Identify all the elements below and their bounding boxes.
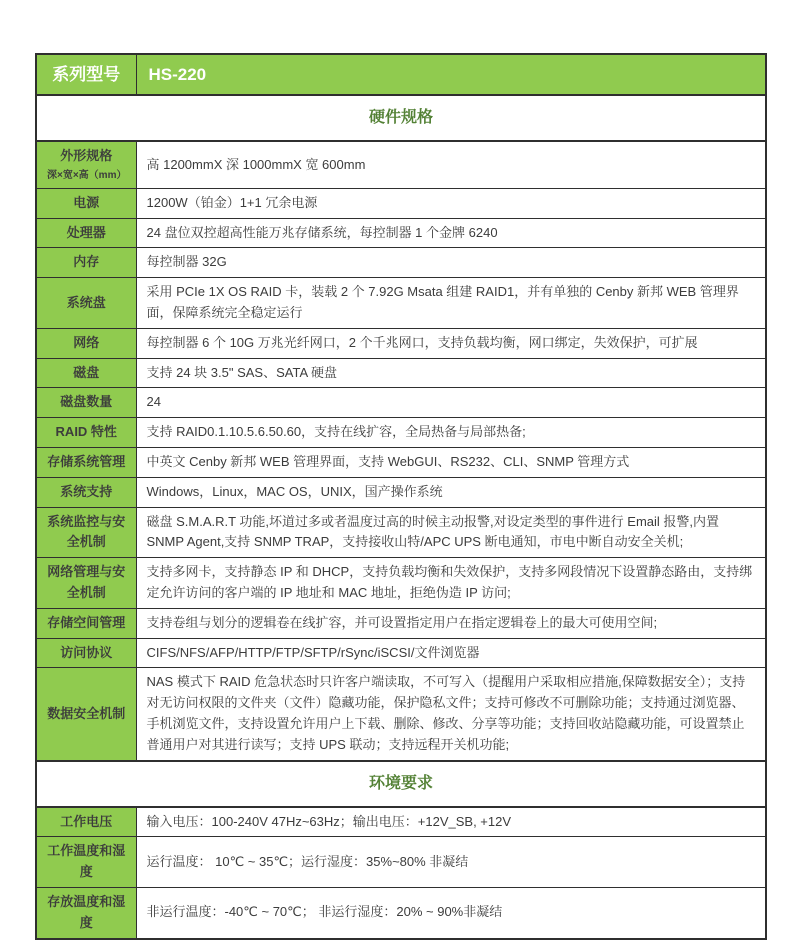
spec-value-cell: 支持 RAID0.1.10.5.6.50.60，支持在线扩容，全局热备与局部热备; <box>136 418 766 448</box>
spec-value-cell: 每控制器 6 个 10G 万兆光纤网口，2 个千兆网口，支持负载均衡，网口绑定，失效保护，可扩展 <box>136 328 766 358</box>
spec-label-cell <box>36 638 136 668</box>
spec-label-cell <box>36 558 136 609</box>
spec-row <box>36 278 766 329</box>
spec-value-cell: 支持多网卡，支持静态 IP 和 DHCP，支持负载均衡和失效保护，支持多网段情况下设置静态路由，支持绑定允许访问的客户端的 IP 地址和 MAC 地址，拒绝伪造 IP 访问; <box>136 558 766 609</box>
spec-row <box>36 837 766 888</box>
spec-value-cell: 支持卷组与划分的逻辑卷在线扩容，并可设置指定用户在指定逻辑卷上的最大可使用空间; <box>136 608 766 638</box>
spec-value-cell: 运行温度： 10℃ ~ 35℃；运行湿度：35%~80% 非凝结 <box>136 837 766 888</box>
spec-label-cell <box>36 477 136 507</box>
spec-value-cell: 24 <box>136 388 766 418</box>
spec-row <box>36 887 766 938</box>
spec-label-text: RAID 特性 <box>55 424 117 440</box>
section-title-row <box>36 95 766 141</box>
spec-label-cell <box>36 278 136 329</box>
spec-label-cell <box>36 248 136 278</box>
spec-value-cell: 1200W（铂金）1+1 冗余电源 <box>136 188 766 218</box>
spec-label-text: 电源 <box>73 194 100 210</box>
spec-label-cell <box>36 668 136 761</box>
spec-row <box>36 507 766 558</box>
spec-value-cell: 采用 PCIe 1X OS RAID 卡，装载 2 个 7.92G Msata 组建 RAID1，并有单独的 Cenby 新邦 WEB 管理界面，保障系统完全稳定运行 <box>136 278 766 329</box>
spec-row <box>36 447 766 477</box>
spec-row <box>36 188 766 218</box>
spec-table <box>35 53 767 940</box>
spec-label-cell <box>36 837 136 888</box>
section-title: 硬件规格 <box>36 95 766 141</box>
spec-value-cell: Windows，Linux，MAC OS，UNIX，国产操作系统 <box>136 477 766 507</box>
series-value-cell: HS-220 <box>136 54 766 95</box>
spec-label-text: 数据安全机制 <box>47 705 126 721</box>
spec-label-text: 工作温度和湿度 <box>47 843 126 880</box>
spec-row <box>36 418 766 448</box>
spec-value-cell: 每控制器 32G <box>136 248 766 278</box>
spec-label-text: 访问协议 <box>60 644 113 660</box>
spec-label-cell <box>36 608 136 638</box>
spec-label-text: 系统监控与安全机制 <box>47 513 126 550</box>
spec-label-text: 处理器 <box>66 224 106 240</box>
spec-row <box>36 807 766 837</box>
spec-label-text: 工作电压 <box>60 813 113 829</box>
spec-row <box>36 668 766 761</box>
spec-label-text: 存储系统管理 <box>47 453 126 469</box>
spec-row <box>36 477 766 507</box>
spec-label-text: 网络管理与安全机制 <box>47 564 126 600</box>
spec-label-cell <box>36 358 136 388</box>
spec-value-cell: CIFS/NFS/AFP/HTTP/FTP/SFTP/rSync/iSCSI/文件浏览器 <box>136 638 766 668</box>
spec-row <box>36 248 766 278</box>
spec-label-text: 网络 <box>73 334 100 350</box>
spec-label-text: 磁盘数量 <box>60 394 113 410</box>
spec-row <box>36 328 766 358</box>
spec-label-cell <box>36 141 136 188</box>
spec-label-text: 存放温度和湿度 <box>47 893 126 930</box>
series-header-row <box>36 54 766 95</box>
spec-label-cell <box>36 218 136 248</box>
spec-label-cell <box>36 447 136 477</box>
spec-label-text: 系统盘 <box>66 294 106 310</box>
spec-value-cell: 中英文 Cenby 新邦 WEB 管理界面，支持 WebGUI、RS232、CLI、SNMP 管理方式 <box>136 447 766 477</box>
spec-label-cell <box>36 188 136 218</box>
spec-value-cell: NAS 模式下 RAID 危急状态时只许客户端读取，不可写入（提醒用户采取相应措施,保障数据安全）；支持对无访问权限的文件夹（文件）隐藏功能，保护隐私文件；支持可修改不可删除功能；支持通过浏览器、手机浏览文件，支持设置允许用户上下载、删除、修改、分享等功能；支持回收站隐藏功能，可设置禁止普通用户对其进行读写；支持 UPS 联动；支持远程开关机功能; <box>136 668 766 761</box>
spec-label-cell <box>36 807 136 837</box>
spec-table-body <box>36 54 766 939</box>
spec-label-cell <box>36 328 136 358</box>
series-label-cell: 系列型号 <box>36 54 136 95</box>
spec-value-cell: 24 盘位双控超高性能万兆存储系统，每控制器 1 个金牌 6240 <box>136 218 766 248</box>
spec-value-cell: 非运行温度：-40℃ ~ 70℃； 非运行湿度：20% ~ 90%非凝结 <box>136 887 766 938</box>
spec-label-text: 外形规格 <box>60 148 113 163</box>
section-title-row <box>36 761 766 807</box>
spec-sublabel-text: 深×宽×高（mm） <box>47 169 127 181</box>
spec-label-cell <box>36 887 136 938</box>
spec-row <box>36 358 766 388</box>
spec-label-text: 系统支持 <box>60 483 113 499</box>
spec-label-cell <box>36 507 136 558</box>
spec-row <box>36 141 766 188</box>
spec-row <box>36 558 766 609</box>
spec-value-cell: 高 1200mmX 深 1000mmX 宽 600mm <box>136 141 766 188</box>
spec-row <box>36 218 766 248</box>
spec-label-text: 内存 <box>73 254 100 270</box>
spec-label-cell <box>36 388 136 418</box>
section-title: 环境要求 <box>36 761 766 807</box>
spec-label-text: 存储空间管理 <box>47 614 126 630</box>
spec-row <box>36 388 766 418</box>
spec-row <box>36 638 766 668</box>
spec-label-text: 磁盘 <box>73 364 100 380</box>
spec-value-cell: 支持 24 块 3.5" SAS、SATA 硬盘 <box>136 358 766 388</box>
spec-row <box>36 608 766 638</box>
spec-label-cell <box>36 418 136 448</box>
spec-value-cell: 磁盘 S.M.A.R.T 功能,坏道过多或者温度过高的时候主动报警,对设定类型的事件进行 Email 报警,内置 SNMP Agent,支持 SNMP TRAP，支持接收山特/APC UPS 断电通知，市电中断自动安全关机; <box>136 507 766 558</box>
spec-value-cell: 输入电压：100-240V 47Hz~63Hz；输出电压：+12V_SB, +12V <box>136 807 766 837</box>
